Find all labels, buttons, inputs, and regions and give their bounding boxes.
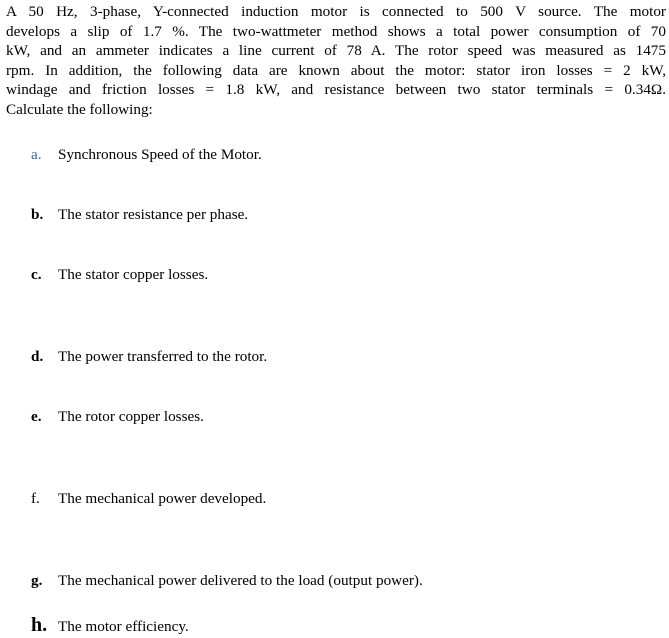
item-marker: c. [31, 266, 42, 283]
problem-statement [6, 2, 666, 120]
question-item-c [31, 265, 208, 284]
item-text: The rotor copper losses. [58, 408, 204, 425]
item-text: The stator resistance per phase. [58, 206, 249, 223]
problem-line: windage and friction losses = 1.8 kW, and resistance between two stator terminals = 0.34Ω. [6, 81, 666, 99]
problem-line: develops a slip of 1.7 %. The two-wattmeter method shows a total power consumption of 70 [6, 22, 666, 40]
problem-line: Calculate the following: [6, 100, 153, 118]
item-marker: d. [31, 348, 44, 365]
item-marker: f. [31, 490, 40, 507]
problem-line: rpm. In addition, the following data are known about the motor: stator iron losses = 2 kW, [6, 61, 666, 79]
item-text: The power transferred to the rotor. [58, 348, 268, 365]
item-marker: h. [31, 614, 48, 636]
question-item-e [31, 407, 204, 426]
item-marker: g. [31, 572, 43, 589]
problem-line: A 50 Hz, 3-phase, Y-connected induction motor is connected to 500 V source. The motor [6, 3, 666, 20]
item-text: The mechanical power developed. [58, 490, 267, 507]
question-item-h [31, 616, 189, 636]
item-text: The mechanical power delivered to the load (output power). [58, 572, 423, 589]
item-marker: a. [31, 146, 42, 163]
question-item-b [31, 205, 248, 224]
question-item-a [31, 145, 262, 164]
question-item-d [31, 347, 267, 366]
item-text: The stator copper losses. [58, 266, 209, 283]
question-item-g [31, 571, 423, 590]
item-marker: e. [31, 408, 42, 425]
problem-line: kW, and an ammeter indicates a line current of 78 A. The rotor speed was measured as 1475 [6, 42, 666, 60]
question-item-f [31, 489, 266, 508]
item-marker: b. [31, 206, 44, 223]
item-text: The motor efficiency. [58, 618, 189, 635]
item-text: Synchronous Speed of the Motor. [58, 146, 262, 163]
